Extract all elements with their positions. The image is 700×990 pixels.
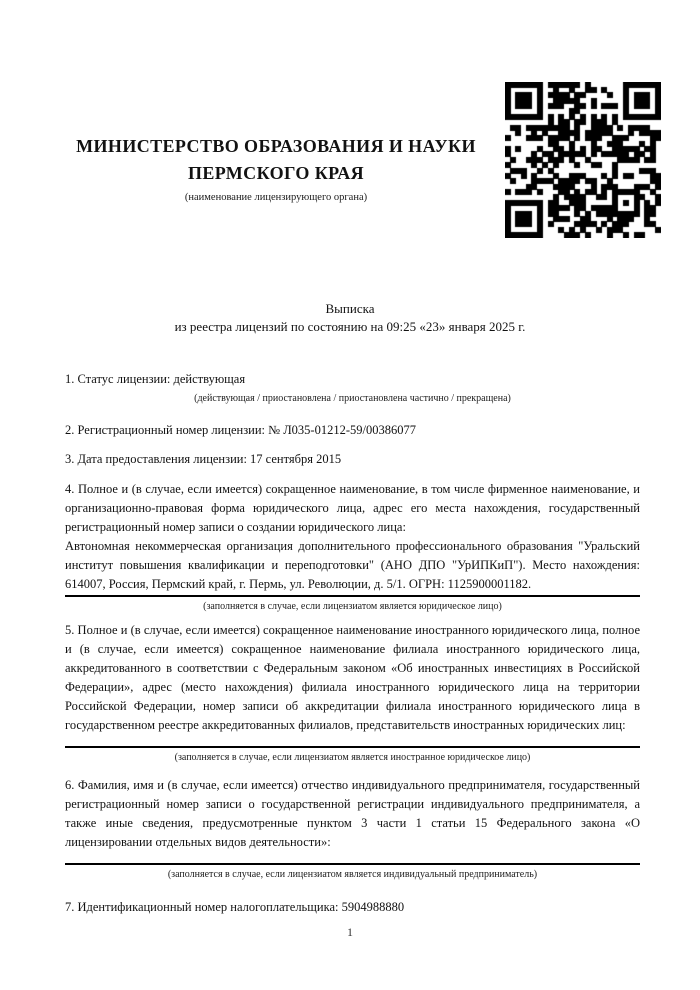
taxpayer-id-text: 7. Идентификационный номер налогоплательщика: 5904988880 [65, 900, 405, 914]
document-title [0, 300, 700, 336]
qr-code [505, 82, 661, 238]
foreign-entity-caption: (заполняется в случае, если лицензиатом является иностранное юридическое лицо) [174, 752, 531, 763]
item-legal-entity [65, 480, 640, 613]
legal-entity-underline [65, 595, 640, 597]
entrepreneur-underline [65, 863, 640, 865]
license-status-text: 1. Статус лицензии: действующая [65, 372, 246, 386]
licensing-authority-header [62, 133, 490, 205]
legal-entity-answer: Автономная некоммерческая организация дополнительного профессионального образования "Уральский институт повышения квалификации и переподготовки" (АНО ДПО "УрИПКиП"). Место нахождения: 614007, Россия, Пермский край, г. Пермь, ул. Революции, д. 5/1. ОГРН: 1125900001182. [65, 539, 640, 591]
authority-caption: (наименование лицензирующего органа) [184, 192, 368, 203]
foreign-entity-underline [65, 746, 640, 748]
item-registration-number [65, 421, 640, 440]
license-status-options-caption: (действующая / приостановлена / приостановлена частично / прекращена) [194, 393, 511, 404]
item-license-status [65, 370, 640, 405]
item-grant-date [65, 450, 640, 469]
foreign-entity-question: 5. Полное и (в случае, если имеется) сокращенное наименование иностранного юридического лица, полное и (в случае, если имеется) сокращенное наименование филиала иностранного юридического лица, аккредитованного в соответствии с Федеральным законом «Об иностранных инвестициях в Российской Федерации», адрес (место нахождения) филиала иностранного юридического лица на территории Российской Федерации, номер записи об аккредитации филиала иностранного юридического лица в государственном реестре аккредитованных филиалов, представительств иностранных юридических лиц: [65, 623, 640, 732]
registration-number-text: 2. Регистрационный номер лицензии: № Л035-01212-59/00386077 [65, 423, 416, 437]
ministry-name-line2: ПЕРМСКОГО КРАЯ [187, 163, 365, 183]
grant-date-text: 3. Дата предоставления лицензии: 17 сентября 2015 [65, 452, 342, 466]
ministry-name-line1: МИНИСТЕРСТВО ОБРАЗОВАНИЯ И НАУКИ [76, 136, 476, 156]
legal-entity-question: 4. Полное и (в случае, если имеется) сокращенное наименование, в том числе фирменное наименование, и организационно-правовая форма юридического лица, адрес его места нахождения, государственный регистрационный номер записи о создании юридического лица: [65, 482, 640, 534]
item-foreign-entity [65, 621, 640, 764]
entrepreneur-caption: (заполняется в случае, если лицензиатом является индивидуальный предприниматель) [167, 869, 538, 880]
legal-entity-caption: (заполняется в случае, если лицензиатом является юридическое лицо) [203, 601, 502, 612]
title-line2: из реестра лицензий по состоянию на 09:25 «23» января 2025 г. [174, 319, 526, 334]
title-line1: Выписка [325, 301, 375, 316]
entrepreneur-question: 6. Фамилия, имя и (в случае, если имеется) отчество индивидуального предпринимателя, государственный регистрационный номер записи о государственной регистрации индивидуального предпринимателя, а также иные сведения, предусмотренные пунктом 3 части 1 статьи 15 Федерального закона «О лицензировании отдельных видов деятельности»: [65, 778, 640, 849]
page-number: 1 [347, 925, 353, 939]
item-taxpayer-id [65, 898, 640, 917]
item-entrepreneur [65, 776, 640, 881]
